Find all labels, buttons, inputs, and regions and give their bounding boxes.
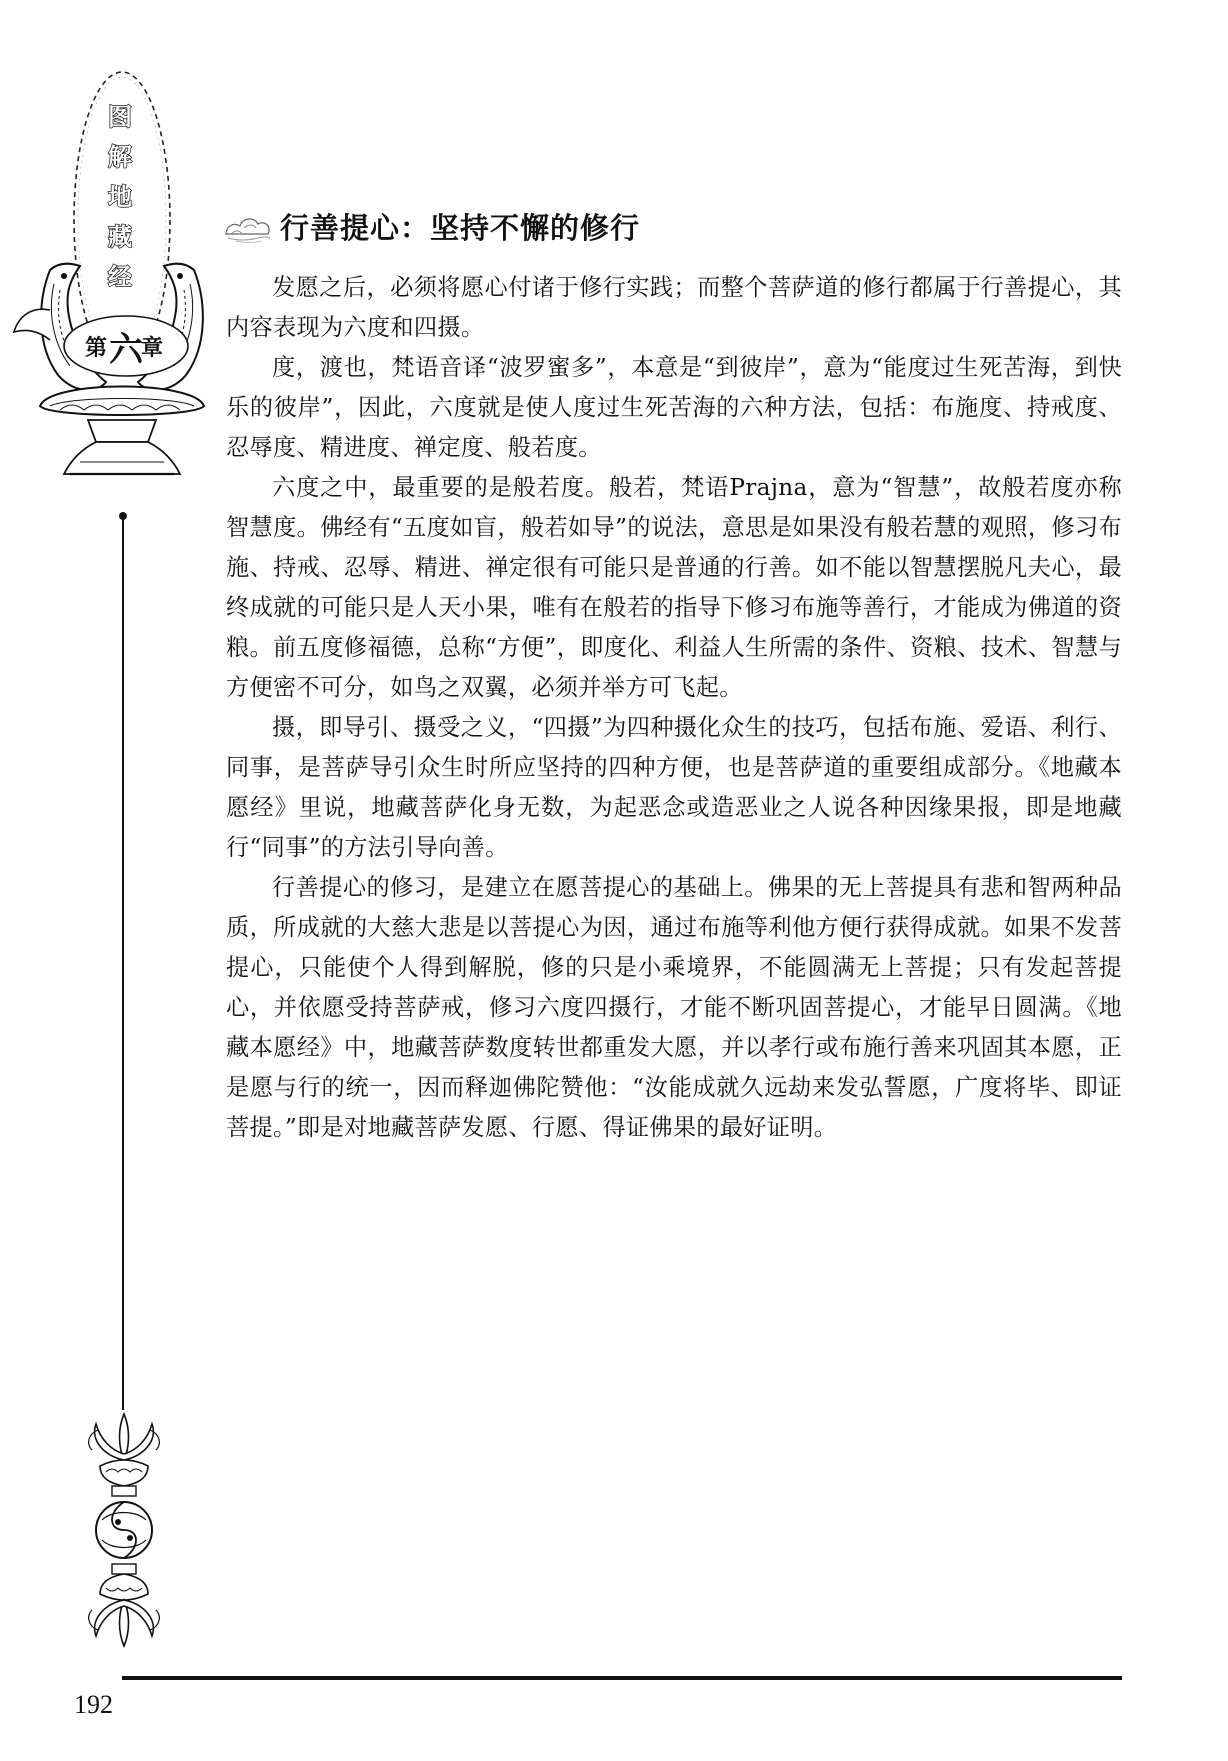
paragraph: 行善提心的修习，是建立在愿菩提心的基础上。佛果的无上菩提具有悲和智两种品质，所成就的大慈大悲是以菩提心为因，通过布施等利他方便行获得成就。如果不发菩提心，只能使个人得到解脱，修的只是小乘境界，不能圆满无上菩提；只有发起菩提心，并依愿受持菩萨戒，修习六度四摄行，才能不断巩固菩提心，才能早日圆满。《地藏本愿经》中，地藏菩萨数度转世都重发大愿，并以孝行或布施行善来巩固其本愿，正是愿与行的统一，因而释迦佛陀赞他：“汝能成就久远劫来发弘誓愿，广度将毕、即证菩提。”即是对地藏菩萨发愿、行愿、得证佛果的最好证明。 (226, 874, 1122, 1141)
book-title-char: 解 (108, 143, 132, 171)
section-header (222, 206, 640, 247)
chapter-badge (62, 322, 186, 370)
book-title-char: 藏 (108, 223, 132, 251)
chapter-prefix: 第 (84, 335, 107, 361)
book-title-vertical (100, 100, 140, 294)
cloud-icon (222, 210, 274, 244)
vajra-ornament (78, 1410, 170, 1650)
paragraph: 六度之中，最重要的是般若度。般若，梵语Prajna，意为“智慧”，故般若度亦称智慧度。佛经有“五度如盲，般若如导”的说法，意思是如果没有般若慧的观照，修习布施、持戒、忍辱、精进、禅定很有可能只是普通的行善。如不能以智慧摆脱凡夫心，最终成就的可能只是人天小果，唯有在般若的指导下修习布施等善行，才能成为佛道的资粮。前五度修福德，总称“方便”，即度化、利益人生所需的条件、资粮、技术、智慧与方便密不可分，如鸟之双翼，必须并举方可飞起。 (226, 474, 1122, 701)
margin-vertical-rule (122, 515, 124, 1410)
section-title: 行善提心：坚持不懈的修行 (280, 211, 641, 245)
body-text (226, 268, 1122, 1148)
chapter-number: 六 (109, 329, 139, 370)
book-title-char: 经 (108, 263, 132, 291)
paragraph: 摄，即导引、摄受之义，“四摄”为四种摄化众生的技巧，包括布施、爱语、利行、同事，是菩萨导引众生时所应坚持的四种方便，也是菩萨道的重要组成部分。《地藏本愿经》里说，地藏菩萨化身无数，为起恶念或造恶业之人说各种因缘果报，即是地藏行“同事”的方法引导向善。 (226, 714, 1122, 861)
book-title-char: 地 (108, 183, 132, 211)
footer-rule (122, 1676, 1122, 1680)
chapter-suffix: 章 (141, 335, 164, 361)
paragraph: 发愿之后，必须将愿心付诸于修行实践；而整个菩萨道的修行都属于行善提心，其内容表现为六度和四摄。 (226, 274, 1122, 341)
page-number: 192 (74, 1690, 113, 1719)
book-title-char: 图 (108, 103, 132, 131)
paragraph: 度，渡也，梵语音译“波罗蜜多”，本意是“到彼岸”，意为“能度过生死苦海，到快乐的彼岸”，因此，六度就是使人度过生死苦海的六种方法，包括：布施度、持戒度、忍辱度、精进度、禅定度、般若度。 (226, 354, 1122, 461)
